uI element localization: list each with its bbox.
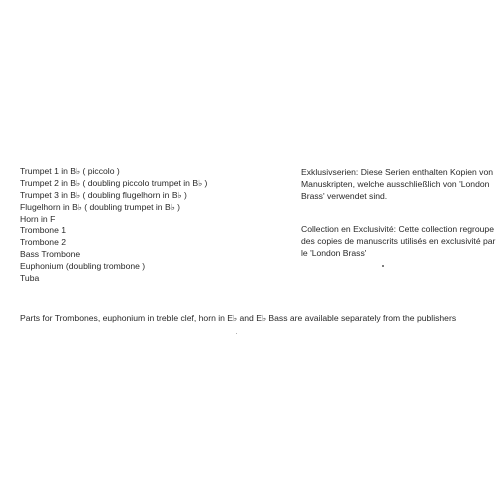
exclusive-series-note-german	[301, 167, 496, 203]
french-note-text: Collection en Exclusivité: Cette collection regroupe des copies de manuscrits utilisés en exclusivité par le 'London Brass'	[301, 224, 496, 258]
instrument-list	[20, 166, 280, 285]
german-note-text: Exklusivserien: Diese Serien enthalten Kopien von Manuskripten, welche ausschließlich von 'London Brass' verwendet sind.	[301, 167, 494, 201]
instrument-item-trombone-1: Trombone 1	[20, 225, 67, 236]
instrument-item-euphonium: Euphonium (doubling trombone )	[20, 261, 146, 272]
instrument-item-trumpet-3: Trumpet 3 in B♭ ( doubling flugelhorn in B♭ )	[20, 189, 187, 200]
instrument-item-tuba: Tuba	[20, 273, 40, 284]
instrument-item-trumpet-2: Trumpet 2 in B♭ ( doubling piccolo trumpet in B♭ )	[20, 177, 208, 188]
instrument-item-trombone-2: Trombone 2	[20, 237, 67, 248]
instrument-item-flugelhorn: Flugelhorn in B♭ ( doubling trumpet in B♭ )	[20, 201, 181, 212]
exclusive-series-note-french	[301, 224, 496, 260]
instrument-item-trumpet-1: Trumpet 1 in B♭ ( piccolo )	[20, 166, 120, 176]
print-speck	[236, 333, 237, 334]
print-speck	[382, 265, 384, 267]
instrument-item-horn: Horn in F	[20, 213, 56, 224]
instrument-item-bass-trombone: Bass Trombone	[20, 249, 81, 260]
parts-availability-note: Parts for Trombones, euphonium in treble clef, horn in E♭ and E♭ Bass are available separately from the publishers	[20, 313, 457, 323]
